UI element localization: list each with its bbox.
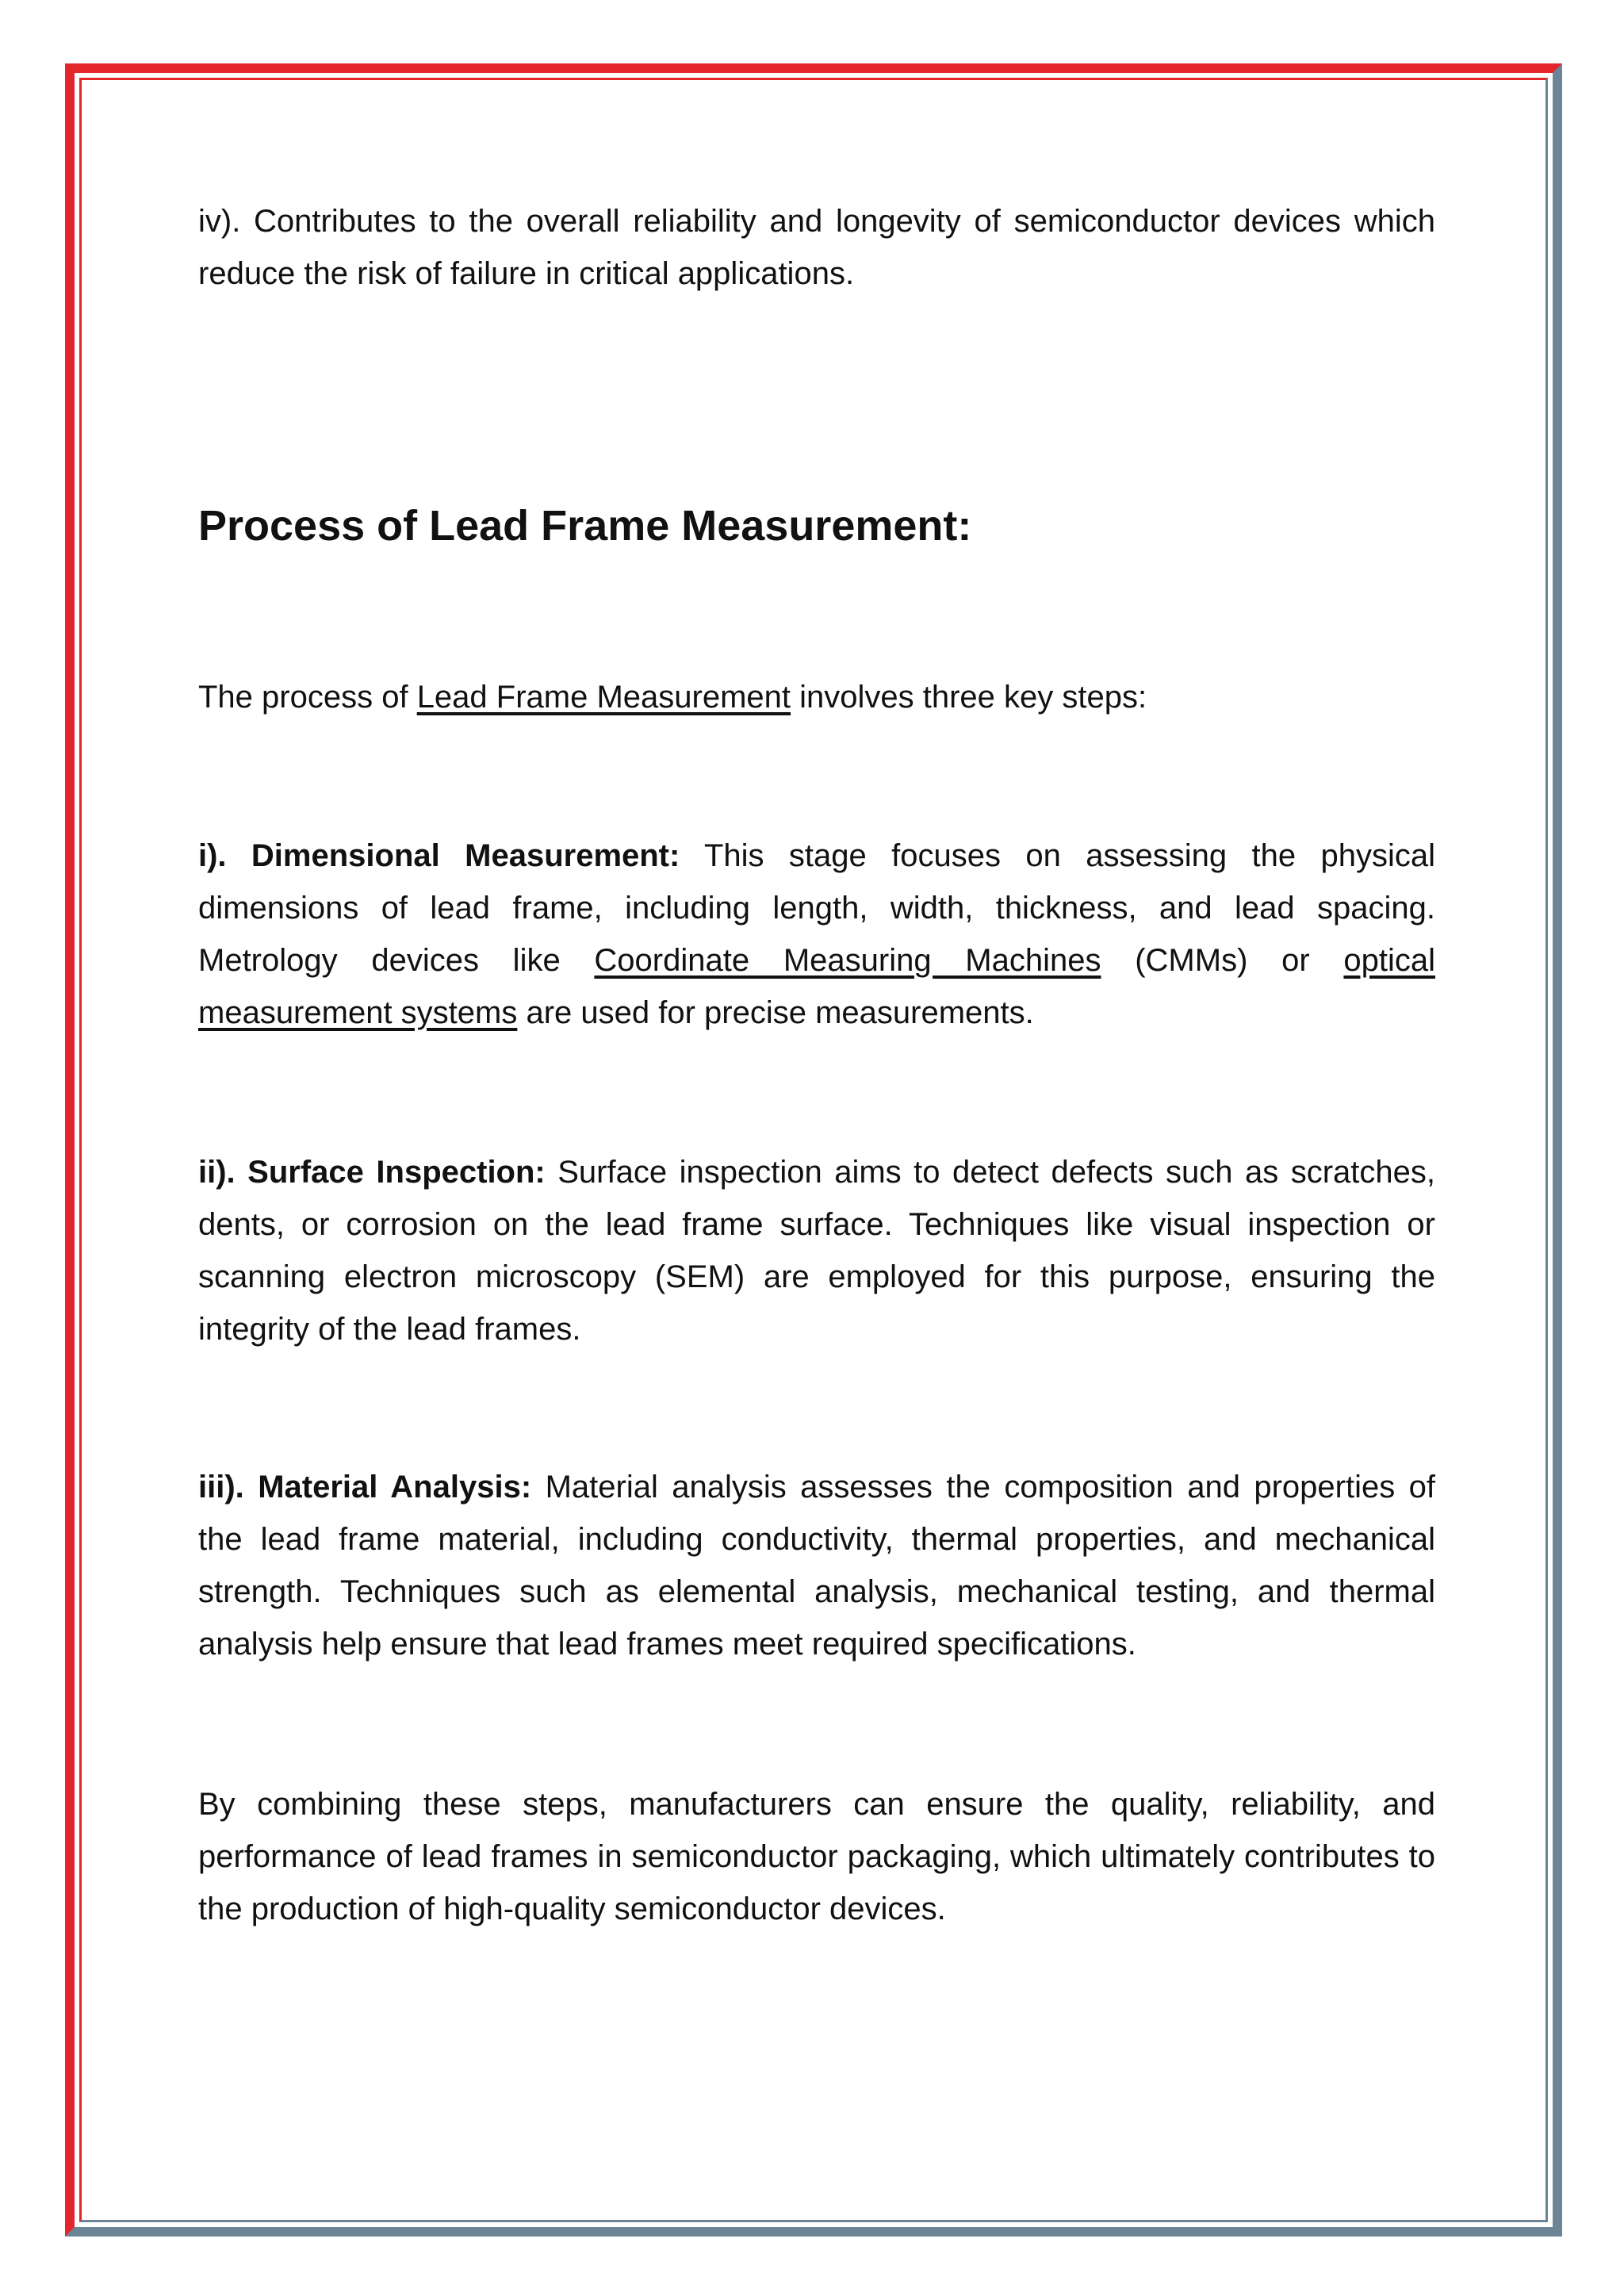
section-heading: Process of Lead Frame Measurement:: [198, 502, 972, 550]
step1-text3: are used for precise measurements.: [517, 995, 1034, 1030]
step1-text1: This stage focuses on assessing the physical dimensions of lead frame, including length, width, thickness, and lead spacing. Metrology devices like: [198, 838, 1435, 978]
intro-after: involves three key steps:: [791, 680, 1147, 715]
step-material-analysis: [198, 1461, 1435, 1670]
step2-text: Surface inspection aims to detect defects such as scratches, dents, or corrosion on the lead frame surface. Techniques like visual inspection or scanning electron microscopy (SEM) are employed for this purpose, ensuring the integrity of the lead frames.: [198, 1155, 1435, 1347]
step1-label: i). Dimensional Measurement:: [198, 838, 680, 873]
conclusion-paragraph: [198, 1778, 1435, 1935]
step3-text: Material analysis assesses the composition and properties of the lead frame material, including conductivity, thermal properties, and mechanical strength. Techniques such as elemental analysis, mechanical testing, and thermal analysis help ensure that lead frames meet required specifications.: [198, 1470, 1436, 1662]
optical-measurement-link[interactable]: optical measurement systems: [198, 943, 1436, 1030]
cmm-link[interactable]: Coordinate Measuring Machines: [594, 943, 1101, 978]
step-dimensional-measurement: [198, 830, 1435, 1039]
intro-paragraph: [198, 671, 1435, 723]
lead-frame-measurement-link[interactable]: Lead Frame Measurement: [416, 680, 791, 715]
step2-label: ii). Surface Inspection:: [198, 1155, 546, 1190]
step-surface-inspection: [198, 1146, 1435, 1355]
paragraph-iv: [198, 195, 1435, 300]
conclusion-text: By combining these steps, manufacturers can ensure the quality, reliability, and performance of lead frames in semiconductor packaging, which ultimately contributes to the production of high-quality semiconductor devices.: [198, 1787, 1435, 1926]
step3-label: iii). Material Analysis:: [198, 1470, 532, 1504]
paragraph-iv-text: iv). Contributes to the overall reliability and longevity of semiconductor devices which reduce the risk of failure in critical applications.: [198, 204, 1435, 291]
intro-before: The process of: [198, 680, 417, 715]
step1-text2: (CMMs) or: [1101, 943, 1344, 978]
